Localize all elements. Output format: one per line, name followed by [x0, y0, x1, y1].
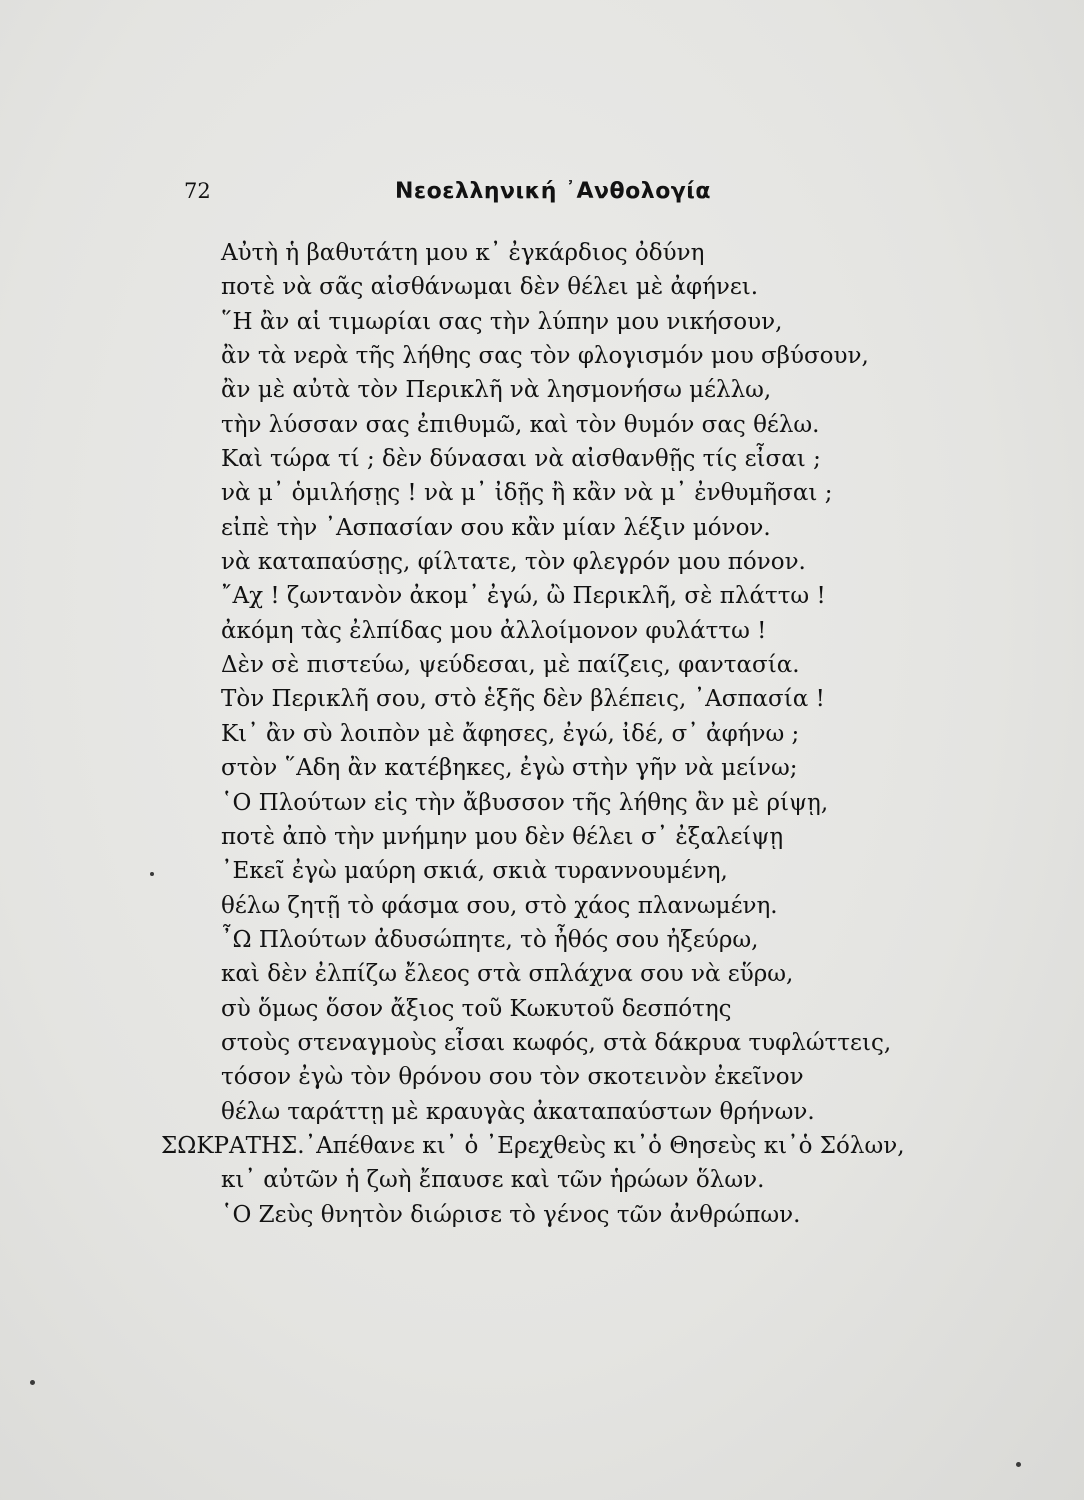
verse-line: ῞Η ἂν αἱ τιμωρίαι σας τὴν λύπην μου νικήσουν, [221, 308, 783, 335]
verse-line: τόσον ἐγὼ τὸν θρόνου σου τὸν σκοτεινὸν ἐκεῖνον [221, 1064, 804, 1091]
verse-line: στοὺς στεναγμοὺς εἶσαι κωφός, στὰ δάκρυα τυφλώττεις, [221, 1029, 892, 1056]
verse-line: ἀκόμη τὰς ἐλπίδας μου ἀλλοίμονον φυλάττω ! [221, 617, 767, 644]
verse-line: κι᾿ αὐτῶν ἡ ζωὴ ἔπαυσε καὶ τῶν ἡρώων ὅλων. [221, 1167, 765, 1194]
page-number: 72 [184, 179, 211, 203]
verse-line: εἰπὲ τὴν ᾿Ασπασίαν σου κἂν μίαν λέξιν μόνον. [221, 514, 771, 541]
verse-line: ᾿Εκεῖ ἐγὼ μαύρη σκιά, σκιὰ τυραννουμένη, [221, 858, 728, 885]
running-title: Νεοελληνική ᾿Ανθολογία [395, 179, 711, 204]
speaker-line: ΣΩΚΡΑΤΗΣ.᾿Απέθανε κι᾿ ὁ ᾿Ερεχθεὺς κι᾿ὁ Θησεὺς κι᾿ὁ Σόλων, [161, 1132, 905, 1159]
ink-speck [150, 872, 154, 876]
verse-line: νὰ μ᾿ ὁμιλήσῃς ! νὰ μ᾿ ἰδῇς ἢ κἂν νὰ μ᾿ ἐνθυμῆσαι ; [221, 480, 833, 507]
page-header [0, 179, 1084, 209]
verse-line: νὰ καταπαύσῃς, φίλτατε, τὸν φλεγρόν μου πόνον. [221, 549, 806, 576]
verse-line: ῾Ο Ζεὺς θνητὸν διώρισε τὸ γένος τῶν ἀνθρώπων. [221, 1201, 801, 1228]
ink-speck [30, 1380, 35, 1385]
verse-line: τὴν λύσσαν σας ἐπιθυμῶ, καὶ τὸν θυμόν σας θέλω. [221, 411, 820, 438]
ink-speck [1016, 1462, 1021, 1467]
verse-line: θέλω ταράττῃ μὲ κραυγὰς ἀκαταπαύστων θρήνων. [221, 1098, 815, 1125]
verse-line: σὺ ὅμως ὅσον ἄξιος τοῦ Κωκυτοῦ δεσπότης [221, 995, 732, 1022]
verse-line: στὸν ῞Αδη ἂν κατέβηκες, ἐγὼ στὴν γῆν νὰ μείνω; [221, 755, 798, 782]
verse-line: Δὲν σὲ πιστεύω, ψεύδεσαι, μὲ παίζεις, φαντασία. [221, 652, 800, 679]
poem-text [0, 236, 1084, 1232]
verse-line: Αὐτὴ ἡ βαθυτάτη μου κ᾿ ἐγκάρδιος ὀδύνη [221, 240, 705, 266]
verse-line: Κι᾿ ἂν σὺ λοιπὸν μὲ ἄφησες, ἐγώ, ἰδέ, σ᾿ ἀφήνω ; [221, 720, 800, 747]
verse-line: ποτὲ ἀπὸ τὴν μνήμην μου δὲν θέλει σ᾿ ἐξαλείψῃ [221, 823, 784, 850]
verse-line: καὶ δὲν ἐλπίζω ἔλεος στὰ σπλάχνα σου νὰ εὕρω, [221, 961, 794, 988]
verse-line: ῏Ω Πλούτων ἀδυσώπητε, τὸ ἦθός σου ἠξεύρω, [221, 926, 759, 953]
verse-line: ἂν τὰ νερὰ τῆς λήθης σας τὸν φλογισμόν μου σβύσουν, [221, 343, 869, 370]
verse-line: Καὶ τώρα τί ; δὲν δύνασαι νὰ αἰσθανθῇς τίς εἶσαι ; [221, 446, 821, 473]
verse-line: ἂν μὲ αὐτὰ τὸν Περικλῆ νὰ λησμονήσω μέλλω, [221, 377, 772, 404]
verse-line: ποτὲ νὰ σᾶς αἰσθάνωμαι δὲν θέλει μὲ ἀφήνει. [221, 274, 759, 301]
verse-line: ῎Αχ ! ζωντανὸν ἀκομ᾿ ἐγώ, ὢ Περικλῆ, σὲ πλάττω ! [221, 583, 826, 610]
verse-line: Τὸν Περικλῆ σου, στὸ ἑξῆς δὲν βλέπεις, ᾿Ασπασία ! [221, 686, 825, 713]
verse-line: ῾Ο Πλούτων εἰς τὴν ἄβυσσον τῆς λήθης ἂν μὲ ρίψῃ, [221, 789, 829, 816]
verse-line: θέλω ζητῇ τὸ φάσμα σου, στὸ χάος πλανωμένη. [221, 892, 778, 919]
